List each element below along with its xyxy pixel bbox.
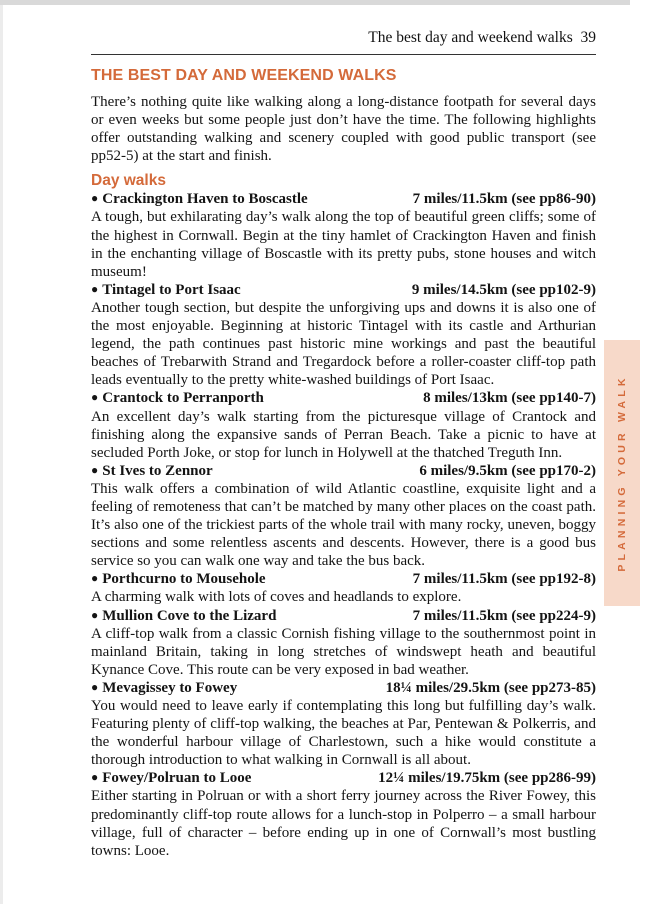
walk-description: An excellent day’s walk starting from the picturesque village of Crantock and finishing along the expansive sands of Perran Beach. Take a picnic to have at secluded Porth Joke, or stop for lunch in Holywell at the thatched Treguth Inn. xyxy=(91,408,596,461)
walk-distance: 7 miles/11.5km (see pp86-90) xyxy=(412,191,596,208)
walk-heading xyxy=(91,389,596,407)
walk-distance: 18¼ miles/29.5km (see pp273-85) xyxy=(385,679,596,696)
page-gutter xyxy=(0,5,3,904)
walk-name: ● Mevagissey to Fowey xyxy=(91,679,237,697)
page-top-edge xyxy=(0,0,630,5)
walk-name: ● Fowey/Polruan to Looe xyxy=(91,769,251,787)
walk-description: A charming walk with lots of coves and headlands to explore. xyxy=(91,589,462,606)
walk-distance: 9 miles/14.5km (see pp102-9) xyxy=(411,281,596,298)
walk-distance: 7 miles/11.5km (see pp224-9) xyxy=(412,607,596,624)
walk-description: This walk offers a combination of wild Atlantic coastline, exquisite light and a feeling of remoteness that can’t be matched by many other places on the coast path. It’s also one of the trickiest parts of the whole trail with many rocky, uneven, boggy sections and some relentless ascents and descents. However, there is a good bus service so you can walk one way and take the bus back. xyxy=(91,480,596,570)
walk-name: ● Crantock to Perranporth xyxy=(91,389,264,407)
section-title: THE BEST DAY AND WEEKEND WALKS xyxy=(91,67,397,84)
header-rule xyxy=(91,54,596,55)
page-number: 39 xyxy=(580,29,596,46)
walk-description: A cliff-top walk from a classic Cornish fishing village to the southernmost point in mainland Britain, taking in long stretches of windswept heath and beautiful Kynance Cove. This route can be very exposed in bad weather. xyxy=(91,625,596,678)
running-title: The best day and weekend walks xyxy=(368,29,573,46)
walk-heading xyxy=(91,570,596,588)
walk-name: ● St Ives to Zennor xyxy=(91,462,213,480)
walk-name: ● Tintagel to Port Isaac xyxy=(91,281,241,299)
walk-description: You would need to leave early if contemplating this long but fulfilling day’s walk. Featuring plenty of cliff-top walking, the beaches at Par, Pentewan & Polkerris, and the wonderful harbour village of Charlestown, such a hike would constitute a thorough introduction to what walking in Cornwall is all about. xyxy=(91,698,596,769)
page-content xyxy=(91,66,596,860)
walk-name: ● Mullion Cove to the Lizard xyxy=(91,607,276,625)
walk-distance: 8 miles/13km (see pp140-7) xyxy=(423,390,596,407)
walk-list xyxy=(91,190,596,859)
walk-distance: 6 miles/9.5km (see pp170-2) xyxy=(419,462,596,479)
walk-distance: 12¼ miles/19.75km (see pp286-99) xyxy=(378,770,596,787)
running-head xyxy=(360,29,596,47)
walk-name: ● Porthcurno to Mousehole xyxy=(91,570,266,588)
walk-description: A tough, but exhilarating day’s walk along the top of beautiful green cliffs; some of the highest in Cornwall. Begin at the tiny hamlet of Crackington Haven and finish in the enchanting village of Boscastle with its pretty pubs, stone houses and witch museum! xyxy=(91,209,596,280)
intro-paragraph: There’s nothing quite like walking along a long-distance footpath for several days or even weeks but some people just don’t have the time. The following highlights offer outstanding walking and scenery coupled with good public transport (see pp52-5) at the start and finish. xyxy=(91,94,596,165)
walk-heading xyxy=(91,190,596,208)
walk-distance: 7 miles/11.5km (see pp192-8) xyxy=(412,571,596,588)
walk-heading xyxy=(91,679,596,697)
day-walks-heading: Day walks xyxy=(91,172,166,190)
walk-name: ● Crackington Haven to Boscastle xyxy=(91,190,308,208)
side-thumb-tab xyxy=(604,340,640,606)
walk-heading xyxy=(91,462,596,480)
walk-heading xyxy=(91,281,596,299)
side-tab-label: PLANNING YOUR WALK xyxy=(616,374,628,572)
walk-description: Another tough section, but despite the unforgiving ups and downs it is also one of the most enjoyable. Beginning at historic Tintagel with its castle and Arthurian legend, the path continues past historic mine workings and past the beautiful beaches of Trebarwith Strand and Tregardock before a roller-coaster cliff-top path leads eventually to the pretty white-washed buildings of Port Isaac. xyxy=(91,299,596,389)
walk-heading xyxy=(91,607,596,625)
walk-heading xyxy=(91,769,596,787)
walk-description: Either starting in Polruan or with a short ferry journey across the River Fowey, this predominantly cliff-top route allows for a lunch-stop in Polperro – a small harbour village, full of character – before ending up in one of Cornwall’s most bustling towns: Looe. xyxy=(91,788,596,859)
